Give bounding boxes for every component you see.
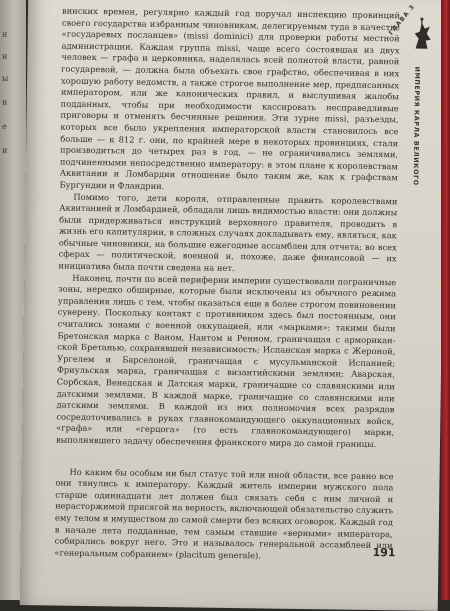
page-text [54,6,400,564]
book-page [20,0,447,611]
adjacent-page-fragment: н [2,30,7,39]
page-number: 191 [372,546,395,559]
running-head: ИМПЕРИЯ КАРЛА ВЕЛИКОГО [407,66,421,216]
adjacent-page-fragment: и [2,146,7,155]
adjacent-page-fragment: ы [2,74,8,83]
paragraph: Но каким бы особым ни был статус той или иной области, все равно все они тянулись к императору. Каждый житель империи мужского пола старше одиннадцати лет должен был связать себя с ним личной и нерасторжимой присягой на верность, включающей обязательство служить ему телом и имуществом до самой смерти без всяких оговорок. Каждый год в начале лета подданные, тем самым ставшие «верными» императора, собирались вокруг него. Это и называлось генеральной ассамблеей или «генеральным собранием» (placitum generale). [54,466,393,563]
adjacent-page-fragment: н [2,98,7,107]
paragraph: Наконец, почти по всей периферии империи существовали пограничные зоны, нередко обширные, которые были исключены из обычного режима управления лишь с тем, чтобы оказаться еще в более строгом повиновении суверену. Поскольку контакт с противником здесь был постоянным, они считались зонами с военной оккупацией, или «марками»: такими были Бретонская марка с Ваном, Нантом и Ренном, граничащая с армориканской Бретанью, сохранявшей независимость; Испанская марка с Жероной, Ургелем и Барселоной, граничащая с мусульманской Испанией; Фриульская марка, граничащая с византийскими землями; Аварская, Сорбская, Венедская и Датская марки, граничащие со славянскими или датскими землями. В каждой марке, граничащие со славянскими или датскими землями. В каждой из них полномочия всех разрядов сосредоточивались в руках главнокомандующего оккупационных войск, «графа» или «герцога» (то есть главнокомандующего) марки, выполнявшего задачу обеспечения франкского мира до самой границы. [56,272,396,451]
chapter-label: ГЛАВА 3 [388,3,417,36]
adjacent-page-fragment: е [2,122,7,131]
paragraph: Помимо того, дети короля, отправленные править королевствами Аквитанией и Ломбардией, обладали лишь видимостью власти: они должны были придерживаться инструкций верховного правителя, проводить в жизнь его капитулярии, в сложных случаях докладывать ему, являться, как обычные чиновники, на большие ежегодные ассамблеи для отчета; во всех сферах — политической, военной и, похоже, даже финансовой — их инициатива была почти сведена на нет. [58,191,397,277]
adjacent-page-fragment: и [2,52,7,61]
book-cover-edge [441,0,450,600]
knight-emblem-icon [409,16,436,52]
paragraph: винских времен, регулярно каждый год поручал инспекцию провинций своего государства избранным чиновникам, делегируемым туда в качестве «государевых посланцев» (missi dominici) для проверки работы местной администрации. Каждая группа missi, чаще всего состоявшая из двух человек — графа и церковника, наделялась всей полнотой власти, равной государевой, — должна была объехать свое графство, обеспечивая в них хорошую работу ведомств, а также строгое выполнение мер, предписанных императором, или же канонических правил, и выслушивая жалобы подданных, чтобы при необходимости кассировать несправедливые приговоры и отменять бесчинные решения. Эти турне missi, разъезды, которых все было укрепления императорской власти становилось все больше — к 812 г. они, по крайней мере в некоторых провинциях, стали производиться до четырех раз в год, — не ограничивались землями, подчиненными непосредственно императору: в этом плане к королевствам Аквитании и Ломбардии отношение было таким же, как к графствам Бургундии и Фландрии. [60,6,401,196]
